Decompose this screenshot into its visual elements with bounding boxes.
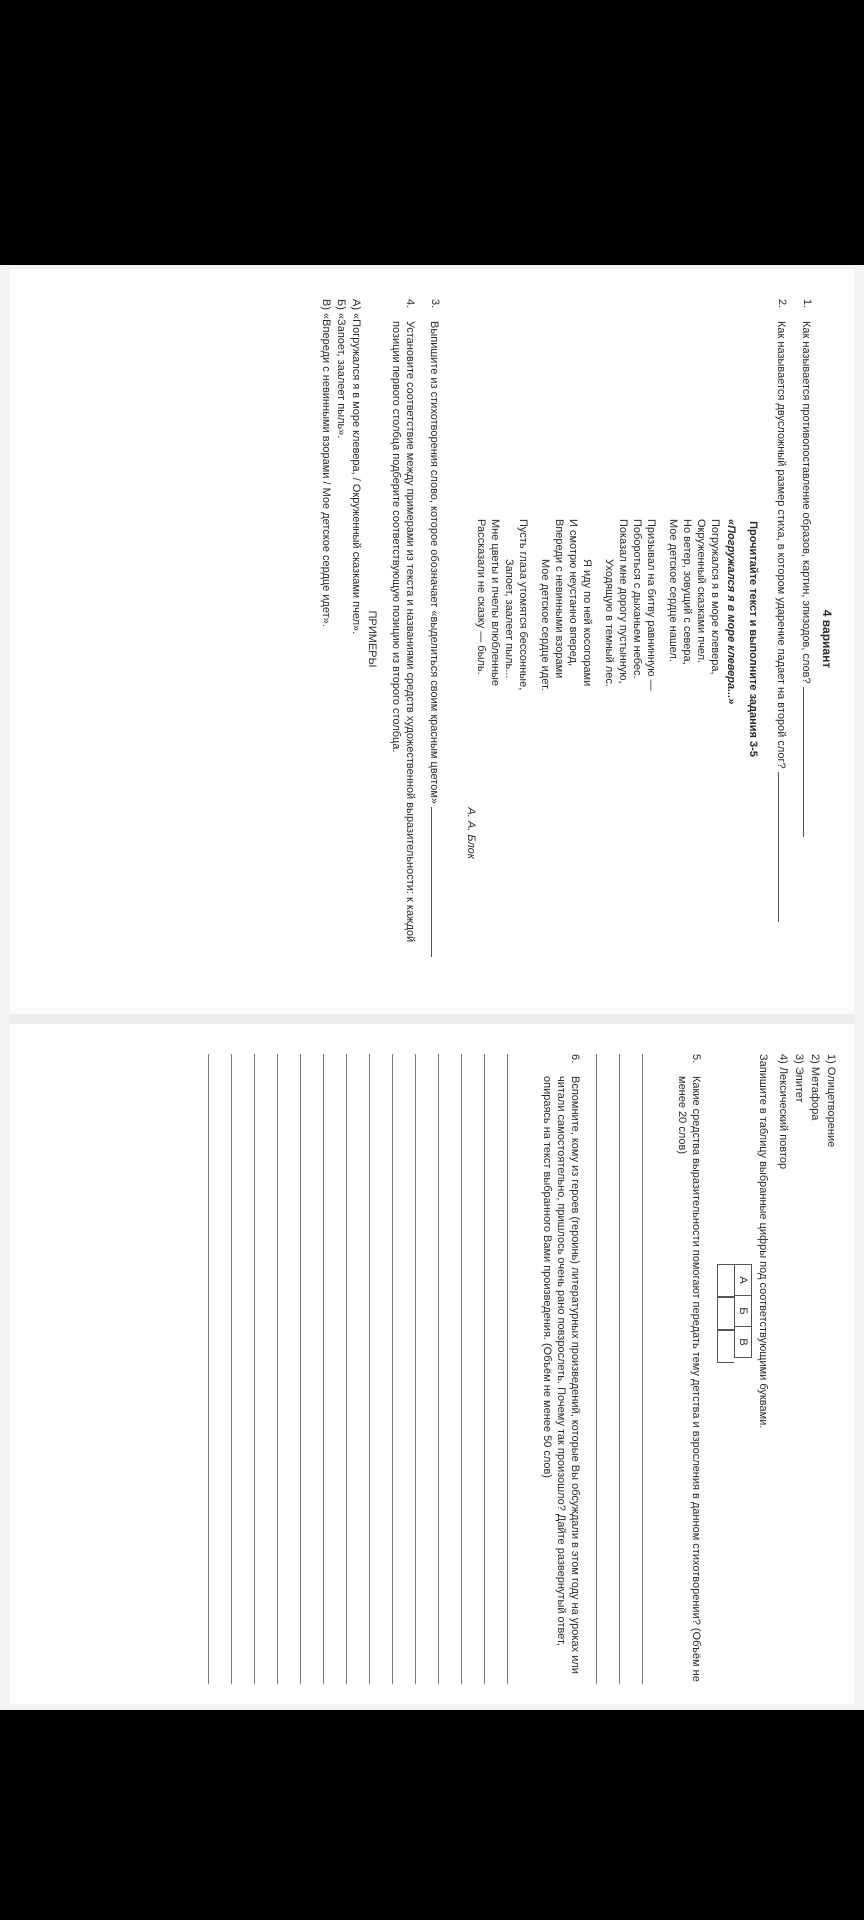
poem-line: Побороться с дыханьем небес. <box>631 519 643 679</box>
answer-line <box>231 1054 254 1684</box>
question-5 <box>675 1054 703 1684</box>
question-2 <box>774 299 789 979</box>
question-number: 1. <box>801 299 813 309</box>
table-header-cell: В <box>737 1338 749 1346</box>
question-text: Выпишите из стихотворения слово, которое обозначает «выделиться своим красным цветом» <box>428 321 440 805</box>
option-item: 3) Эпитет <box>793 1054 805 1103</box>
question-6 <box>540 1054 582 1684</box>
answer-line <box>346 1054 369 1684</box>
question-number: 6. <box>569 1054 581 1064</box>
poem-stanza <box>474 519 530 979</box>
poem-line: Уходящую в темный лес. <box>603 559 615 687</box>
poem-line: Мне цветы и пчелы влюбленные <box>489 519 501 686</box>
question-text: Вспомните, кому из героев (героинь) литературных произведений, которые Вы обсуждали в этом году на уроках или читали самостоятельно, пришлось очень рано повзрослеть. Почему так произошло? Дайте развернутый ответ, опираясь на текст выбранного Вами произведения. (Объём не менее 50 слов) <box>541 1076 581 1674</box>
question-number: 3. <box>429 299 441 309</box>
answer-line <box>642 1054 665 1684</box>
option-item: 1) Олицетворение <box>825 1054 837 1148</box>
poem-line: Но ветер, зовущий с севера, <box>681 519 693 665</box>
answer-table-row <box>717 1264 734 1684</box>
question-number: 5. <box>690 1054 702 1064</box>
answer-line <box>438 1054 461 1684</box>
variant-title: 4 вариант <box>820 609 834 669</box>
example-item: В) «Впереди с невинными взорами / Мое детское сердце идет». <box>320 299 332 627</box>
question-number: 2. <box>776 299 788 309</box>
answer-line <box>619 1054 642 1684</box>
answer-line <box>507 1054 530 1684</box>
options-list <box>776 1054 838 1684</box>
poem <box>474 519 738 979</box>
answer-blank <box>803 687 814 837</box>
option-item: 4) Лексический повтор <box>777 1054 789 1170</box>
poem-line: Окруженный сказками пчел. <box>695 519 707 664</box>
question-4 <box>389 299 417 979</box>
worksheet-page-2 <box>10 1024 854 1704</box>
examples-list <box>319 299 363 979</box>
answer-line <box>392 1054 415 1684</box>
question-text: Установите соответствие между примерами из текста и названиями средств художественной выразительности: к каждой позиции первого столбца подберите соответствующую позицию из второго столбца. <box>390 321 416 943</box>
table-header-cell: Б <box>735 1296 751 1327</box>
answer-line <box>323 1054 346 1684</box>
poem-line: Призывал на битву равнинную — <box>645 519 657 691</box>
poem-line: Пусть глаза утомятся бессонные, <box>517 519 529 691</box>
poem-stanza <box>602 519 658 979</box>
answer-line <box>461 1054 484 1684</box>
poem-line: Погружался я в море клевера, <box>709 519 721 675</box>
poem-line: Я иду по ней косогорами <box>581 559 593 687</box>
example-item: Б) «Запоет, заалеет пыль». <box>335 299 347 439</box>
worksheet-page-1 <box>10 269 854 1009</box>
option-item: 2) Метафора <box>809 1054 821 1121</box>
answer-line <box>369 1054 392 1684</box>
question-text: Как называется двусложный размер стиха, в котором ударение падает на второй слог? <box>775 321 787 769</box>
answer-line <box>596 1054 619 1684</box>
answer-line <box>484 1054 507 1684</box>
poem-stanza <box>666 519 722 979</box>
answer-line <box>415 1054 438 1684</box>
poem-line: Впереди с невинными взорами <box>553 519 565 679</box>
answer-lines-5 <box>596 1054 665 1684</box>
answer-line <box>254 1054 277 1684</box>
answer-line <box>300 1054 323 1684</box>
poem-line: Мое детское сердце нашел. <box>667 519 679 662</box>
poem-line: Показал мне дорогу пустынную, <box>617 519 629 684</box>
poem-line: Мое детское сердце идет. <box>539 559 551 691</box>
question-1 <box>799 299 814 979</box>
answer-line <box>277 1054 300 1684</box>
poem-author: А. А. Блок <box>465 807 477 859</box>
table-header-cell: А <box>735 1265 751 1296</box>
poem-title: «Погружался я в море клевера...» <box>725 519 737 705</box>
answer-cell <box>717 1330 734 1363</box>
photo-area <box>0 265 864 1710</box>
section-title: Прочитайте текст и выполните задания 3-5 <box>747 521 759 757</box>
answer-lines-6 <box>208 1054 530 1684</box>
question-3 <box>427 299 442 979</box>
answer-line <box>208 1054 231 1684</box>
answer-table-header <box>734 1264 752 1358</box>
poem-line: И смотрю неустанно вперед, <box>567 519 579 667</box>
question-number: 4. <box>404 299 416 309</box>
poem-stanza <box>538 519 594 979</box>
answer-blank <box>431 807 442 957</box>
examples-title: ПРИМЕРЫ <box>366 610 378 668</box>
example-item: А) «Погружался я в море клевера, / Окруженный сказками пчел». <box>350 299 362 635</box>
page-divider <box>10 1014 854 1024</box>
question-text: Как называется противопоставление образов, картин, эпизодов, слов? <box>800 321 812 684</box>
poem-line: Запоет, заалеет пыль... <box>503 559 515 679</box>
poem-line: Рассказали не сказку — быль. <box>475 519 487 675</box>
answer-blank <box>778 772 789 922</box>
answer-cell <box>717 1297 734 1330</box>
worksheet-photo <box>10 269 854 1704</box>
question-text: Какие средства выразительности помогают передать тему детства и взросления в данном стихотворении? (Объём не менее 20 слов) <box>676 1076 702 1682</box>
answer-cell <box>717 1264 734 1297</box>
table-instruction: Запишите в таблицу выбранные цифры под соответствующими буквами. <box>757 1054 769 1429</box>
